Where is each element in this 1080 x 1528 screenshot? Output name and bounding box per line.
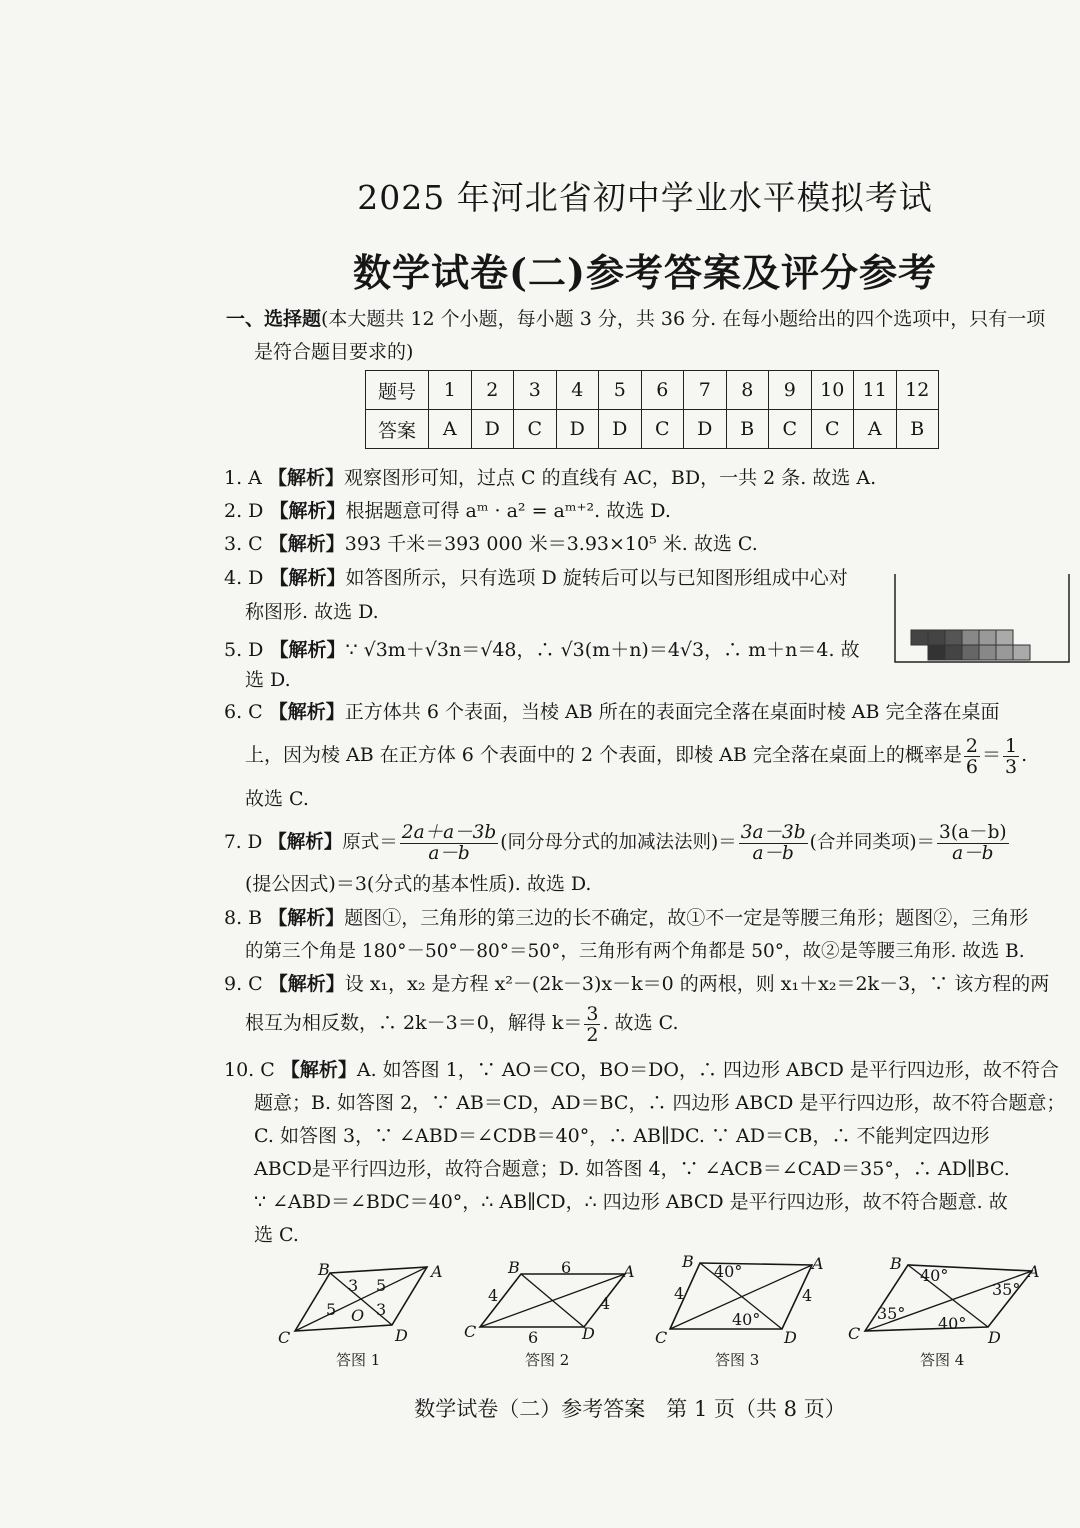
svg-text:O: O: [351, 1306, 365, 1325]
section-heading-line: [226, 307, 1045, 331]
table-cell: C: [811, 410, 854, 449]
table-cell: 3: [514, 371, 557, 410]
svg-text:C: C: [655, 1328, 668, 1347]
svg-text:D: D: [395, 1326, 408, 1345]
svg-text:C: C: [278, 1328, 291, 1347]
svg-text:答图 1: 答图 1: [336, 1351, 381, 1369]
explanation-q7: 7. D 【解析】原式＝ $\frac{2a+a-3b}{a-b}$ (同分母分式的加减法法则)＝ $\frac{3a-3b}{a-b}$ (合并同类项)＝ $\frac{3(a-b)}{a-b}$: [224, 821, 1007, 864]
table-cell: D: [684, 410, 727, 449]
svg-text:A: A: [812, 1255, 824, 1273]
svg-text:35°: 35°: [992, 1280, 1021, 1299]
explanation-q8: 8. B 【解析】题图①，三角形的第三边的长不确定，故①不一定是等腰三角形；题图②，三角形: [224, 907, 1029, 929]
table-cell: 7: [684, 371, 727, 410]
fraction: $\frac{3a-3b}{a-b}$: [740, 821, 806, 864]
explanation-q3: 3. C 【解析】393 千米＝393 000 米＝3.93×10⁵ 米. 故选 C.: [224, 533, 758, 555]
table-cell: A: [429, 410, 472, 449]
svg-text:B: B: [508, 1258, 520, 1277]
section-heading: 一、选择题: [226, 308, 322, 330]
figures-row: [270, 1255, 1070, 1375]
explanation-q10-l3: C. 如答图 3，∵ ∠ABD＝∠CDB＝40°，∴ AB∥DC. ∵ AD＝CB，∴ 不能判定四边形: [254, 1125, 990, 1147]
svg-text:B: B: [890, 1255, 902, 1273]
svg-text:6: 6: [561, 1258, 572, 1277]
svg-text:A: A: [1028, 1262, 1040, 1281]
svg-text:5: 5: [326, 1300, 337, 1319]
svg-text:4: 4: [600, 1294, 611, 1313]
explanation-q1: 1. A 【解析】观察图形可知，过点 C 的直线有 AC，BD，一共 2 条. 故选 A.: [224, 467, 877, 489]
block-shape: [911, 630, 1030, 660]
explanation-q6-cont: 上，因为棱 AB 在正方体 6 个表面中的 2 个表面，即棱 AB 完全落在桌面上的概率是 $\frac{2}{6}$ ＝ $\frac{1}{3}$ .: [245, 734, 1028, 778]
table-row-answers: [366, 410, 939, 449]
explanation-q6: 6. C 【解析】正方体共 6 个表面，当棱 AB 所在的表面完全落在桌面时棱 AB 完全落在桌面: [224, 701, 1000, 723]
svg-text:40°: 40°: [920, 1266, 949, 1285]
svg-text:4: 4: [488, 1286, 499, 1305]
explanation-q5: 5. D 【解析】∵ √3m＋√3n＝√48，∴ √3(m＋n)＝4√3，∴ m＋n＝4. 故: [224, 639, 860, 661]
table-cell: 2: [471, 371, 514, 410]
svg-text:40°: 40°: [938, 1314, 967, 1333]
svg-text:4: 4: [674, 1284, 685, 1303]
table-cell: 12: [896, 371, 939, 410]
svg-text:40°: 40°: [732, 1310, 761, 1329]
fraction: $\frac{3}{2}$: [586, 1002, 599, 1046]
explanation-q10: 10. C 【解析】A. 如答图 1，∵ AO＝CO，BO＝DO，∴ 四边形 ABCD 是平行四边形，故不符合: [224, 1059, 1059, 1081]
answer-key-title: 数学试卷(二)参考答案及评分参考: [353, 250, 937, 295]
q4-answer-figure: [893, 572, 1073, 666]
exam-title: 2025 年河北省初中学业水平模拟考试: [357, 178, 933, 217]
table-cell: D: [599, 410, 642, 449]
svg-text:B: B: [682, 1255, 694, 1271]
section-description: (本大题共 12 个小题，每小题 3 分，共 36 分. 在每小题给出的四个选项中，只有一项: [321, 308, 1046, 330]
svg-text:D: D: [784, 1328, 797, 1347]
table-cell: C: [514, 410, 557, 449]
explanation-q4: 4. D 【解析】如答图所示，只有选项 D 旋转后可以与已知图形组成中心对: [224, 567, 848, 589]
table-cell: C: [769, 410, 812, 449]
explanation-q10-l2: 题意；B. 如答图 2，∵ AB＝CD，AD＝BC，∴ 四边形 ABCD 是平行四边形，故不符合题意；: [254, 1092, 1066, 1114]
svg-text:40°: 40°: [714, 1262, 743, 1281]
svg-text:答图 3: 答图 3: [715, 1351, 760, 1369]
table-cell: B: [896, 410, 939, 449]
explanation-q5-cont: 选 D.: [245, 669, 291, 691]
svg-text:D: D: [988, 1328, 1001, 1347]
section-description-cont: 是符合题目要求的): [254, 341, 414, 363]
figure-2: [464, 1258, 635, 1369]
svg-text:B: B: [318, 1260, 330, 1279]
figure-3: [655, 1255, 824, 1369]
fraction: $\frac{1}{3}$: [1004, 734, 1018, 778]
svg-text:35°: 35°: [877, 1304, 906, 1323]
explanation-q10-l4: ABCD是平行四边形，故符合题意；D. 如答图 4，∵ ∠ACB＝∠CAD＝35°，∴ AD∥BC.: [254, 1158, 1010, 1180]
figure-4: [848, 1255, 1040, 1369]
explanation-q10-l6: 选 C.: [254, 1224, 299, 1246]
explanation-q2: 2. D 【解析】根据题意可得 aᵐ · a² = aᵐ⁺². 故选 D.: [224, 500, 671, 522]
table-cell: B: [726, 410, 769, 449]
svg-text:答图 4: 答图 4: [920, 1351, 965, 1369]
table-header-cell: 题号: [366, 371, 429, 410]
table-cell: C: [641, 410, 684, 449]
svg-text:3: 3: [376, 1300, 387, 1319]
svg-text:D: D: [582, 1324, 595, 1343]
explanation-q9: 9. C 【解析】设 x₁，x₂ 是方程 x²－(2k－3)x－k＝0 的两根，则 x₁＋x₂＝2k－3，∵ 该方程的两: [224, 973, 1050, 995]
page-footer: 数学试卷（二）参考答案 第 1 页（共 8 页）: [414, 1397, 846, 1421]
explanation-q6-cont2: 故选 C.: [245, 788, 309, 810]
fraction: $\frac{2a+a-3b}{a-b}$: [401, 821, 497, 864]
svg-text:6: 6: [528, 1328, 539, 1347]
table-cell: 6: [641, 371, 684, 410]
svg-text:4: 4: [802, 1286, 813, 1305]
table-cell: 11: [854, 371, 897, 410]
table-cell: 1: [429, 371, 472, 410]
figure-1: [278, 1260, 443, 1369]
svg-text:A: A: [431, 1262, 443, 1281]
svg-text:A: A: [623, 1262, 635, 1281]
svg-text:C: C: [464, 1322, 477, 1341]
fraction: $\frac{3(a-b)}{a-b}$: [939, 821, 1007, 864]
explanation-q4-cont: 称图形. 故选 D.: [245, 601, 379, 623]
table-row-numbers: [366, 371, 939, 410]
table-cell: 5: [599, 371, 642, 410]
table-header-cell: 答案: [366, 410, 429, 449]
table-cell: 8: [726, 371, 769, 410]
svg-text:5: 5: [376, 1276, 387, 1295]
svg-text:3: 3: [348, 1276, 359, 1295]
table-cell: D: [556, 410, 599, 449]
explanation-q8-cont: 的第三个角是 180°－50°－80°＝50°，三角形有两个角都是 50°，故②是等腰三角形. 故选 B.: [245, 941, 1025, 962]
table-cell: 9: [769, 371, 812, 410]
explanation-q10-l5: ∵ ∠ABD＝∠BDC＝40°，∴ AB∥CD，∴ 四边形 ABCD 是平行四边形，故不符合题意. 故: [254, 1191, 1008, 1213]
table-cell: 10: [811, 371, 854, 410]
table-cell: 4: [556, 371, 599, 410]
table-cell: D: [471, 410, 514, 449]
answer-table: [365, 370, 939, 449]
explanation-q9-cont: 根互为相反数，∴ 2k－3＝0，解得 k＝ $\frac{3}{2}$ . 故选 C.: [245, 1002, 679, 1046]
explanation-q7-cont: (提公因式)＝3(分式的基本性质). 故选 D.: [245, 873, 592, 895]
svg-text:C: C: [848, 1324, 861, 1343]
fraction: $\frac{2}{6}$: [965, 734, 978, 778]
svg-text:答图 2: 答图 2: [525, 1351, 570, 1369]
table-cell: A: [854, 410, 897, 449]
